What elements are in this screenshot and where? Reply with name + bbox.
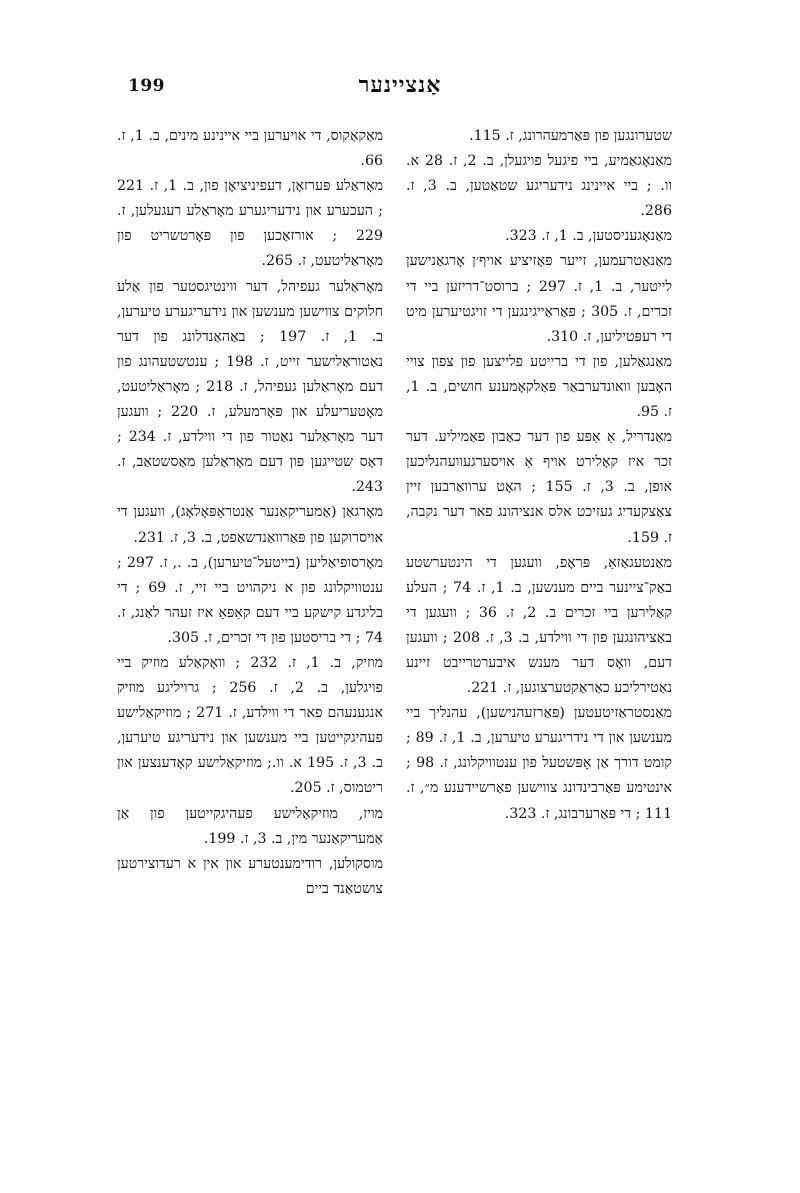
index-entry: מאַנאַטרעמען, זייער פּאָזיציע אויף׳ן אָרגאַנישען לייטער, ב. 1, ז. 297 ; ברוסט־דריזען ביי די זכרים, ז. 305 ; פּאַראַייגינגען די זויגטיערען מיט די רעפּטיליען, ז. 310. <box>406 253 672 345</box>
index-entry: מאַנדריל, אַ אַפּע פון דער כאַבון פאַמיליע. דער זכר איז קאָלירט אויף אַ אויסערגעוועהנליכען אופן, ב. 3, ז. 155 ; האָט ערוואַרבען זיין צאַצקעדיג געזיכט אלס אנציהונג פאר דער נקבה, ז. 159. <box>406 429 672 546</box>
index-entry: מאָרגאַן (אַמעריקאַנער אַנטראַפּאָלאָג), וועגען די אויסרוקען פון פּאַרוואַנדשאַפט, ב. 3, ז. 231. <box>117 504 383 546</box>
index-entry: שטערונגען פון פּאַרמעהרונג, ז. 115. <box>469 128 672 144</box>
index-entry: מאָרסופיאַליען (בייטעל־טיערען), ב. ., ז. 297 ; ענטוויקלונג פון א ניקהויט ביי זיי, ז. 69 ; די בליגדע קישקע ביי דעם קאַפּאַ איז זעהר לאַנג, ז. 74 ; די בריסטען פון די זכרים, ז. 305. <box>117 554 384 646</box>
page-number: 199 <box>128 76 165 96</box>
index-entry: מויז, מוזיקאַלישע פעהיגקייטען פון אַן אַמעריקאַנער מין, ב. 3, ז. 199. <box>117 805 383 847</box>
index-entry: מוסקולען, רודימענטערע און אין א רעדוצירטען צושטאַנד ביים <box>117 855 383 897</box>
index-column-left <box>117 124 383 902</box>
index-entry: מוזיק, ב. 1, ז. 232 ; וואָקאַלע מוזיק ביי פויגלען, ב. 2, ז. 256 ; גרויליגע מוזיק אנגענעהם פאר די ווילדע, ז. 271 ; מוזיקאַלישע פעהיגקייטען ביי מענשען און נידעריגע טיערען, ב. 3, ז. 195 א. וו.; מוזיקאַלישע קאָדענצען און ריטמוס, ז. 205. <box>117 654 384 797</box>
index-entry: מאַנטעגאַזאַ, פּראָפ, וועגען די הינטערשטע באַק־ציינער ביים מענשען, ב. 1, ז. 74 ; העלע קאַלירען ביי זכרים ב. 2, ז. 36 ; וועגען די באַציהונגען פון די ווילדע, ב. 3, ז. 208 ; וועגען דעם, וואָס דער מענש איבערטרייבט זיינע נאַטירליכע כאַראַקטערצוגען, ז. 221. <box>406 554 672 697</box>
index-entry: מאַנסטראַזיטעטען (פּאַרזעהנישען), עהנליך ביי מענשען און די נידריגערע טיערען, ב. 1, ז. 89 ; קומט דורך אַן אָפּשטעל פון ענטוויקלונג, ז. 98 ; אינטימע פּאַרבינדונג צווישען פאַרשיידענע מ״, ז. 111 ; די פּאַרערבונג, ז. 323. <box>406 705 672 822</box>
index-column-right <box>406 124 672 827</box>
index-entry: מאַנגאַלען, פון די ברייטע פלייצען פון צפון צויי האָבען וואונדערבאַר פּאַלקאָמענע חושים, ב. 1, ז. 95. <box>406 353 672 421</box>
index-entry: מאָראַלער געפיהל, דער ווינטיגסטער פון אַלע חלוקים צווישען מענשען און נידעריגערע טיערען, ב. 1, ז. 197 ; באַהאַנדלונג פון דער נאַטוראַלישער זייט, ז. 198 ; ענטשטעהונג פון דעם מאָראַלען געפיהל, ז. 218 ; מאָראַליטעט, מאָטעריעלע און פּאָרמעלע, ז. 220 ; וועגען דער מאָראַלער נאַטור פון די ווילדע, ז. 234 ; דאָס שטייגען פון דעם מאָראַלען מאַסשטאַב, ז. 243. <box>117 278 383 496</box>
running-header: אַנציינער <box>358 72 442 98</box>
index-entry: מאַקאַקוס, די אויערען ביי איינינע מינים, ב. 1, ז. 66. <box>117 128 383 170</box>
index-entry: מאַנאָגאַמיע, ביי פיגעל פויגעלן, ב. 2, ז. 28 א. וו. ; ביי איינינג נידעריגע שטאַטען, ב. 3, ז. 286. <box>406 153 672 220</box>
index-entry: מאַנאָגעניסטען, ב. 1, ז. 323. <box>505 228 672 245</box>
index-entry: מאָראַלע פּערזאָן, דעפיניציאָן פון, ב. 1, ז. 221 ; העכערע און נידעריגערע מאָראַלע רעגעלען, ז. 229 ; אורזאַכען פון פּאָרטשריט פון מאָראַליטעט, ז. 265. <box>117 178 383 270</box>
